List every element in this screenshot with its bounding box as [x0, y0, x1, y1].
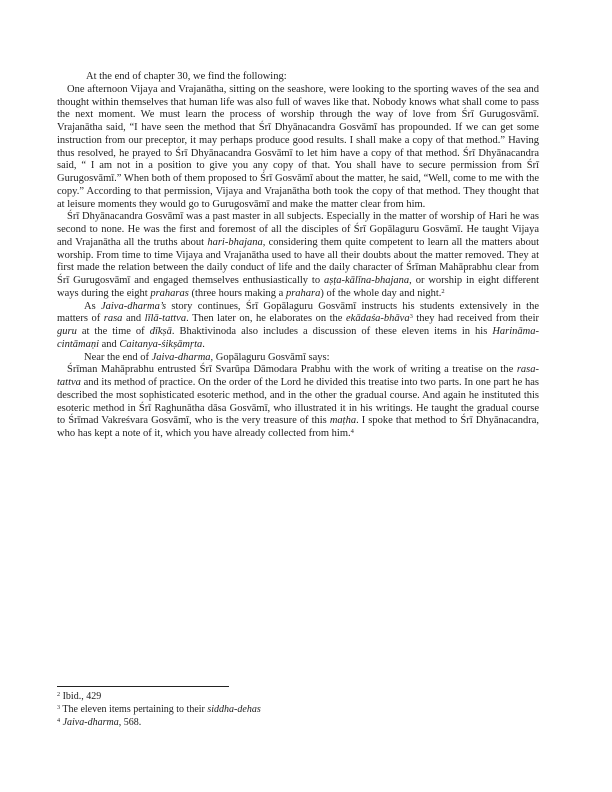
page-content [57, 71, 539, 441]
intro-paragraph: At the end of chapter 30, we find the following: [86, 71, 287, 82]
block-quote-3: Śrīman Mahāprabhu entrusted Śrī Svarūpa Dāmodara Prabhu with the work of writing a treatise on the rasa-tattva and its method of practice. On the order of the Lord he divided this treatise into two parts. In one part he has described the most sophisticated esoteric method, and in the other the gradual course. And again he instituted this esoteric method in Śrī Raghunātha dāsa Gosvāmī, who illustrated it in his writings. He taught the gradual course to Śrīmad Vakreśvara Gosvāmī, who is the very treasure of this maṭha. I spoke that method to Śrī Dhyānacandra, who has kept a note of it, which you have already collected from him.$^4$ [57, 364, 540, 439]
footnote-4: $^4$ Jaiva-dharma, 568. [57, 716, 142, 728]
body-paragraph-2: Near the end of Jaiva-dharma, Gopālaguru Gosvāmī says: [84, 351, 330, 363]
footnote-2: $^2$ Ibid., 429 [57, 691, 102, 702]
footnote-3: $^3$ The eleven items pertaining to their siddha-dehas [57, 703, 261, 715]
footnote-rule [57, 686, 229, 687]
block-quote-2: Śrī Dhyānacandra Gosvāmī was a past master in all subjects. Especially in the matter of worship of Hari he was second to none. He was the first and foremost of all the disciples of Śrī Gopālaguru Gosvāmī. He taught Vijaya and Vrajanātha all the truths about hari-bhajana, considering them quite competent to learn all the matters about worship. From time to time Vijaya and Vrajanātha used to have all their doubts about the matter removed. They at first made the relation between the daily conduct of life and the daily character of Śrīman Mahāprabhu clear from Śrī Gurugosvāmī and engaged themselves enthusiastically to aṣṭa-kālīna-bhajana, or worship in eight different ways during the eight praharas (three hours making a prahara) of the whole day and night.$^2$ [57, 211, 540, 299]
footnote-area [57, 686, 539, 730]
body-paragraph-1: As Jaiva-dharma’s story continues, Śrī Gopālaguru Gosvāmī instructs his students extensively in the matters of rasa and līlā-tattva. Then later on, he elaborates on the ekādaśa-bhāva$^3$ they had received from their guru at the time of dīkṣā. Bhaktivinoda also includes a discussion of these eleven items in his Harināma-cintāmaṇi and Caitanya-śikṣāmṛta. [57, 300, 539, 350]
block-quote-1: One afternoon Vijaya and Vrajanātha, sitting on the seashore, were looking to the sporting waves of the sea and thought within themselves that human life was also full of waves like that. Nobody knows what shall come to pass the next moment. We must learn the process of worship through the way of love from Śrī Gurugosvāmī. Vrajanātha said, “I have seen the method that Śrī Dhyānacandra Gosvāmī has propounded. If we can get some instruction from our preceptor, it may perhaps produce good results. I shall make a copy of that method.” Having thus resolved, he prayed to Śrī Dhyānacandra Gosvāmī to let him have a copy of that method. Śrī Dhyānacandra said, “ I am not in a position to give you any copy of that. You shall have to secure permission from Śrī Gurugosvāmī.” When both of them proposed to Śrī Gosvāmī about the matter, he said, “Well, come to me with the copy.” According to that permission, Vijaya and Vrajanātha both took the copy of that method. They thought that at leisure moments they would go to Gurugosvāmī and make the matter clear from him. [57, 83, 539, 210]
